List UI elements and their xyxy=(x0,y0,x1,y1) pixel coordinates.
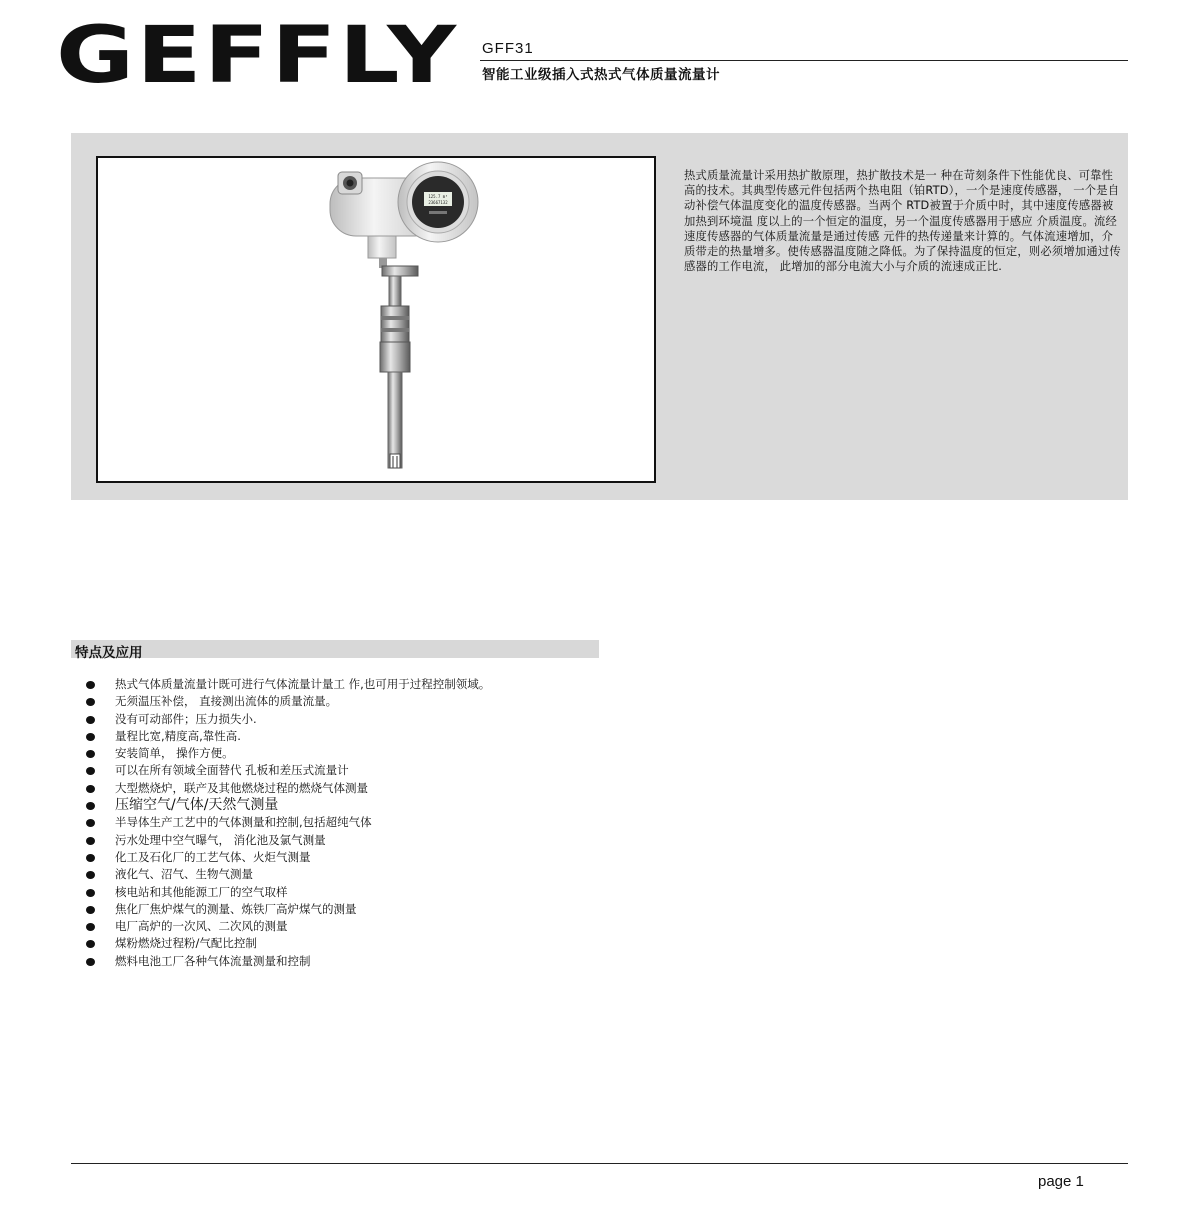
footer-rule xyxy=(71,1163,1128,1164)
list-item: 液化气、沼气、生物气测量 xyxy=(84,866,490,883)
list-item: 焦化厂焦炉煤气的测量、炼铁厂高炉煤气的测量 xyxy=(84,901,490,918)
list-item: 没有可动部件；压力损失小. xyxy=(84,711,490,728)
bullet-icon xyxy=(86,750,95,758)
document-subtitle: 智能工业级插入式热式气体质量流量计 xyxy=(482,67,720,83)
flowmeter-illustration xyxy=(98,158,654,481)
bullet-icon xyxy=(86,767,95,775)
list-item: 热式气体质量流量计既可进行气体流量计量工 作,也可用于过程控制领域。 xyxy=(84,676,490,693)
section-title: 特点及应用 xyxy=(75,645,143,661)
list-item: 化工及石化厂的工艺气体、火炬气测量 xyxy=(84,849,490,866)
list-item: 大型燃烧炉，联产及其他燃烧过程的燃烧气体测量 xyxy=(84,780,490,797)
bullet-icon xyxy=(86,716,95,724)
list-item: 量程比宽,精度高,靠性高. xyxy=(84,728,490,745)
page-number: page 1 xyxy=(1038,1173,1084,1190)
bullet-icon xyxy=(86,698,95,706)
bullet-icon xyxy=(86,923,95,931)
header-rule xyxy=(480,60,1128,61)
product-photo xyxy=(96,156,656,483)
list-item: 核电站和其他能源工厂的空气取样 xyxy=(84,884,490,901)
bullet-icon xyxy=(86,854,95,862)
list-item: 电厂高炉的一次风、二次风的测量 xyxy=(84,918,490,935)
list-item: 安装简单， 操作方便。 xyxy=(84,745,490,762)
list-item: 可以在所有领域全面替代 孔板和差压式流量计 xyxy=(84,762,490,779)
bullet-icon xyxy=(86,906,95,914)
bullet-icon xyxy=(86,802,95,810)
bullet-icon xyxy=(86,733,95,741)
list-item: 燃料电池工厂各种气体流量测量和控制 xyxy=(84,953,490,970)
list-item: 煤粉燃烧过程粉/气配比控制 xyxy=(84,935,490,952)
bullet-icon xyxy=(86,681,95,689)
bullet-icon xyxy=(86,785,95,793)
bullet-icon xyxy=(86,940,95,948)
bullet-icon xyxy=(86,837,95,845)
model-number: GFF31 xyxy=(482,40,534,57)
bullet-icon xyxy=(86,889,95,897)
bullet-icon xyxy=(86,958,95,966)
display-reading-2: 23667132 xyxy=(428,200,448,205)
display-reading-1: 125.7 m³ xyxy=(428,194,448,199)
features-list xyxy=(84,676,490,970)
list-item: 无须温压补偿， 直接测出流体的质量流量。 xyxy=(84,693,490,710)
bullet-icon xyxy=(86,871,95,879)
section-header xyxy=(71,640,599,661)
list-item: 半导体生产工艺中的气体测量和控制,包括超纯气体 xyxy=(84,814,490,831)
list-item: 污水处理中空气曝气， 消化池及氯气测量 xyxy=(84,832,490,849)
list-item: 压缩空气/气体/天然气测量 xyxy=(84,797,490,814)
brand-logo: GEFFLY xyxy=(56,11,459,101)
bullet-icon xyxy=(86,819,95,827)
intro-paragraph: 热式质量流量计采用热扩散原理，热扩散技术是一 种在苛刻条件下性能优良、可靠性高的技术。其典型传感元件包括两个热电阻（铂RTD），一个是速度传感器， 一个是自动补偿气体温度变化的温度传感器。当两个 RTD被置于介质中时，其中速度传感器被加热到环境温 度以上的一个恒定的温度，另一个温度传感器用于感应 介质温度。流经速度传感器的气体质量流量是通过传感 元件的热传递量来计算的。气体流速增加，介质带走的热量增多。使传感器温度随之降低。为了保持温度的恒定，则必须增加通过传感器的工作电流， 此增加的部分电流大小与介质的流速成正比. xyxy=(684,169,1121,274)
